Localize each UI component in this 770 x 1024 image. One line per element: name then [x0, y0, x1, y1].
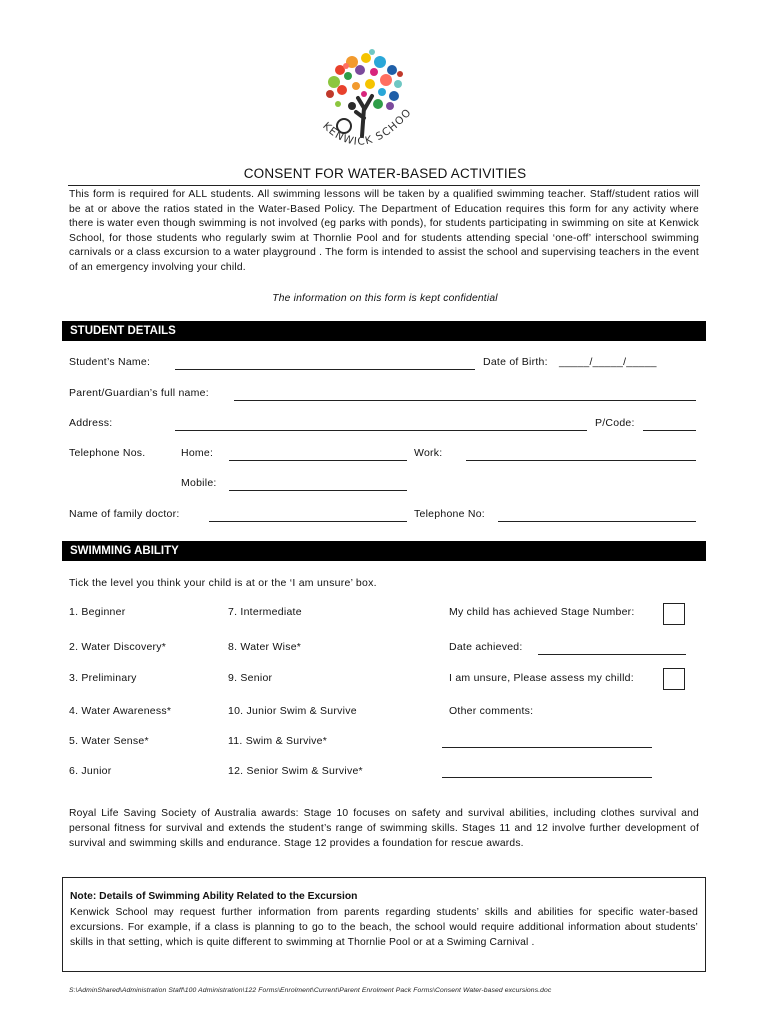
school-logo	[300, 48, 430, 160]
logo-dot	[352, 82, 360, 90]
logo-dot	[373, 99, 383, 109]
logo-dot	[361, 53, 371, 63]
doctor-field[interactable]	[209, 521, 407, 522]
date-achieved-label: Date achieved:	[449, 641, 523, 653]
comments-field-line-1[interactable]	[442, 747, 652, 748]
address-field[interactable]	[175, 430, 587, 431]
logo-dot	[389, 91, 399, 101]
student-name-field[interactable]	[175, 369, 475, 370]
footer-file-path: S:\AdminShared\Administration Staff\100 Administration\122 Forms\Enrolment\Current\Parent Enrolment Pack Forms\Consent Water-based excursions.doc	[69, 987, 552, 994]
comments-field-line-2[interactable]	[442, 777, 652, 778]
parent-name-field[interactable]	[234, 400, 696, 401]
logo-dot	[335, 101, 341, 107]
logo-dot	[365, 79, 375, 89]
logo-dot	[326, 90, 334, 98]
stage-number-checkbox[interactable]	[663, 603, 685, 625]
note-heading: Note: Details of Swimming Ability Related to the Excursion	[70, 891, 358, 902]
other-comments-label: Other comments:	[449, 705, 534, 717]
logo-dots	[326, 49, 403, 110]
logo-dot	[397, 71, 403, 77]
work-phone-label: Work:	[414, 447, 443, 459]
student-details-header: STUDENT DETAILS	[62, 321, 706, 341]
level-item[interactable]: 2. Water Discovery*	[69, 641, 167, 653]
logo-dot	[361, 91, 367, 97]
level-item[interactable]: 10. Junior Swim & Survive	[228, 705, 357, 717]
home-phone-label: Home:	[181, 447, 214, 459]
logo-dot	[369, 49, 375, 55]
logo-dot	[386, 102, 394, 110]
level-item[interactable]: 4. Water Awareness*	[69, 705, 172, 717]
doctor-phone-label: Telephone No:	[414, 508, 485, 520]
title-divider	[68, 185, 700, 186]
form-title: CONSENT FOR WATER-BASED ACTIVITIES	[243, 166, 527, 181]
mobile-label: Mobile:	[181, 477, 217, 489]
note-body: Kenwick School may request further information from parents regarding students’ skills and abilities for specific water-based excursions. For example, if a class is planning to go to the beach, the school would require additional information about students’ skills in that setting, which is quite different to swimming at Thornlie Pool or at a Swiming Carnival .	[70, 907, 698, 948]
dob-field[interactable]: _____/_____/_____	[559, 356, 657, 368]
logo-dot	[380, 74, 392, 86]
tree-logo-icon	[300, 48, 430, 160]
student-name-label: Student’s Name:	[69, 356, 151, 368]
telephone-label: Telephone Nos.	[69, 447, 146, 459]
confidential-note: The information on this form is kept confidential	[272, 293, 498, 304]
home-phone-field[interactable]	[229, 460, 407, 461]
logo-dot	[344, 72, 352, 80]
awards-text: Royal Life Saving Society of Australia awards: Stage 10 focuses on safety and survival abilities, including clothes survival and personal fitness for survival and extends the student’s range of swimming skills. Stages 11 and 12 involve further development of survival and swimming skills and endurance. Stage 12 provides a foundation for rescue awards.	[69, 808, 699, 849]
logo-dot	[378, 88, 386, 96]
level-item[interactable]: 8. Water Wise*	[228, 641, 302, 653]
address-label: Address:	[69, 417, 113, 429]
work-phone-field[interactable]	[466, 460, 696, 461]
level-item[interactable]: 11. Swim & Survive*	[228, 735, 328, 747]
logo-figure-head	[348, 102, 356, 110]
level-item[interactable]: 9. Senior	[228, 672, 273, 684]
pcode-label: P/Code:	[595, 417, 635, 429]
parent-name-label: Parent/Guardian’s full name:	[69, 387, 209, 399]
logo-dot	[337, 85, 347, 95]
dob-label: Date of Birth:	[483, 356, 548, 368]
logo-trunk	[356, 96, 372, 136]
logo-dot	[355, 65, 365, 75]
logo-dot	[374, 56, 386, 68]
logo-dot	[370, 68, 378, 76]
level-item[interactable]: 5. Water Sense*	[69, 735, 149, 747]
stage-number-label: My child has achieved Stage Number:	[449, 606, 635, 618]
logo-dot	[328, 76, 340, 88]
pcode-field[interactable]	[643, 430, 696, 431]
swimming-ability-header: SWIMMING ABILITY	[62, 541, 706, 561]
date-achieved-field[interactable]	[538, 654, 686, 655]
level-item[interactable]: 1. Beginner	[69, 606, 126, 618]
logo-dot	[343, 63, 349, 69]
level-item[interactable]: 12. Senior Swim & Survive*	[228, 765, 363, 777]
intro-text: This form is required for ALL students. All swimming lessons will be taken by a qualified swimming teacher. Staff/student ratios will be at or above the ratios stated in the Water-Based Policy. The Department of Education requires this form for any activity where there is water even though swimming is not involved (eg parks with ponds), for students participating in swimming on site at Kenwick School, for those students who regularly swim at Thornlie Pool and for students attending special ‘one-off’ interschool swimming carnivals or a class excursion to a water playground . The form is intended to assist the school and supervising teachers in the event of an emergency involving your child.	[69, 189, 699, 273]
level-item[interactable]: 6. Junior	[69, 765, 112, 777]
logo-school-name: KENWICK SCHOO	[320, 106, 415, 148]
doctor-phone-field[interactable]	[498, 521, 696, 522]
level-item[interactable]: 7. Intermediate	[228, 606, 302, 618]
logo-dot	[394, 80, 402, 88]
level-item[interactable]: 3. Preliminary	[69, 672, 137, 684]
logo-dot	[387, 65, 397, 75]
unsure-label: I am unsure, Please assess my chilld:	[449, 672, 634, 684]
unsure-checkbox[interactable]	[663, 668, 685, 690]
doctor-label: Name of family doctor:	[69, 508, 180, 520]
mobile-field[interactable]	[229, 490, 407, 491]
ability-instruction: Tick the level you think your child is at or the ‘I am unsure’ box.	[69, 577, 377, 589]
